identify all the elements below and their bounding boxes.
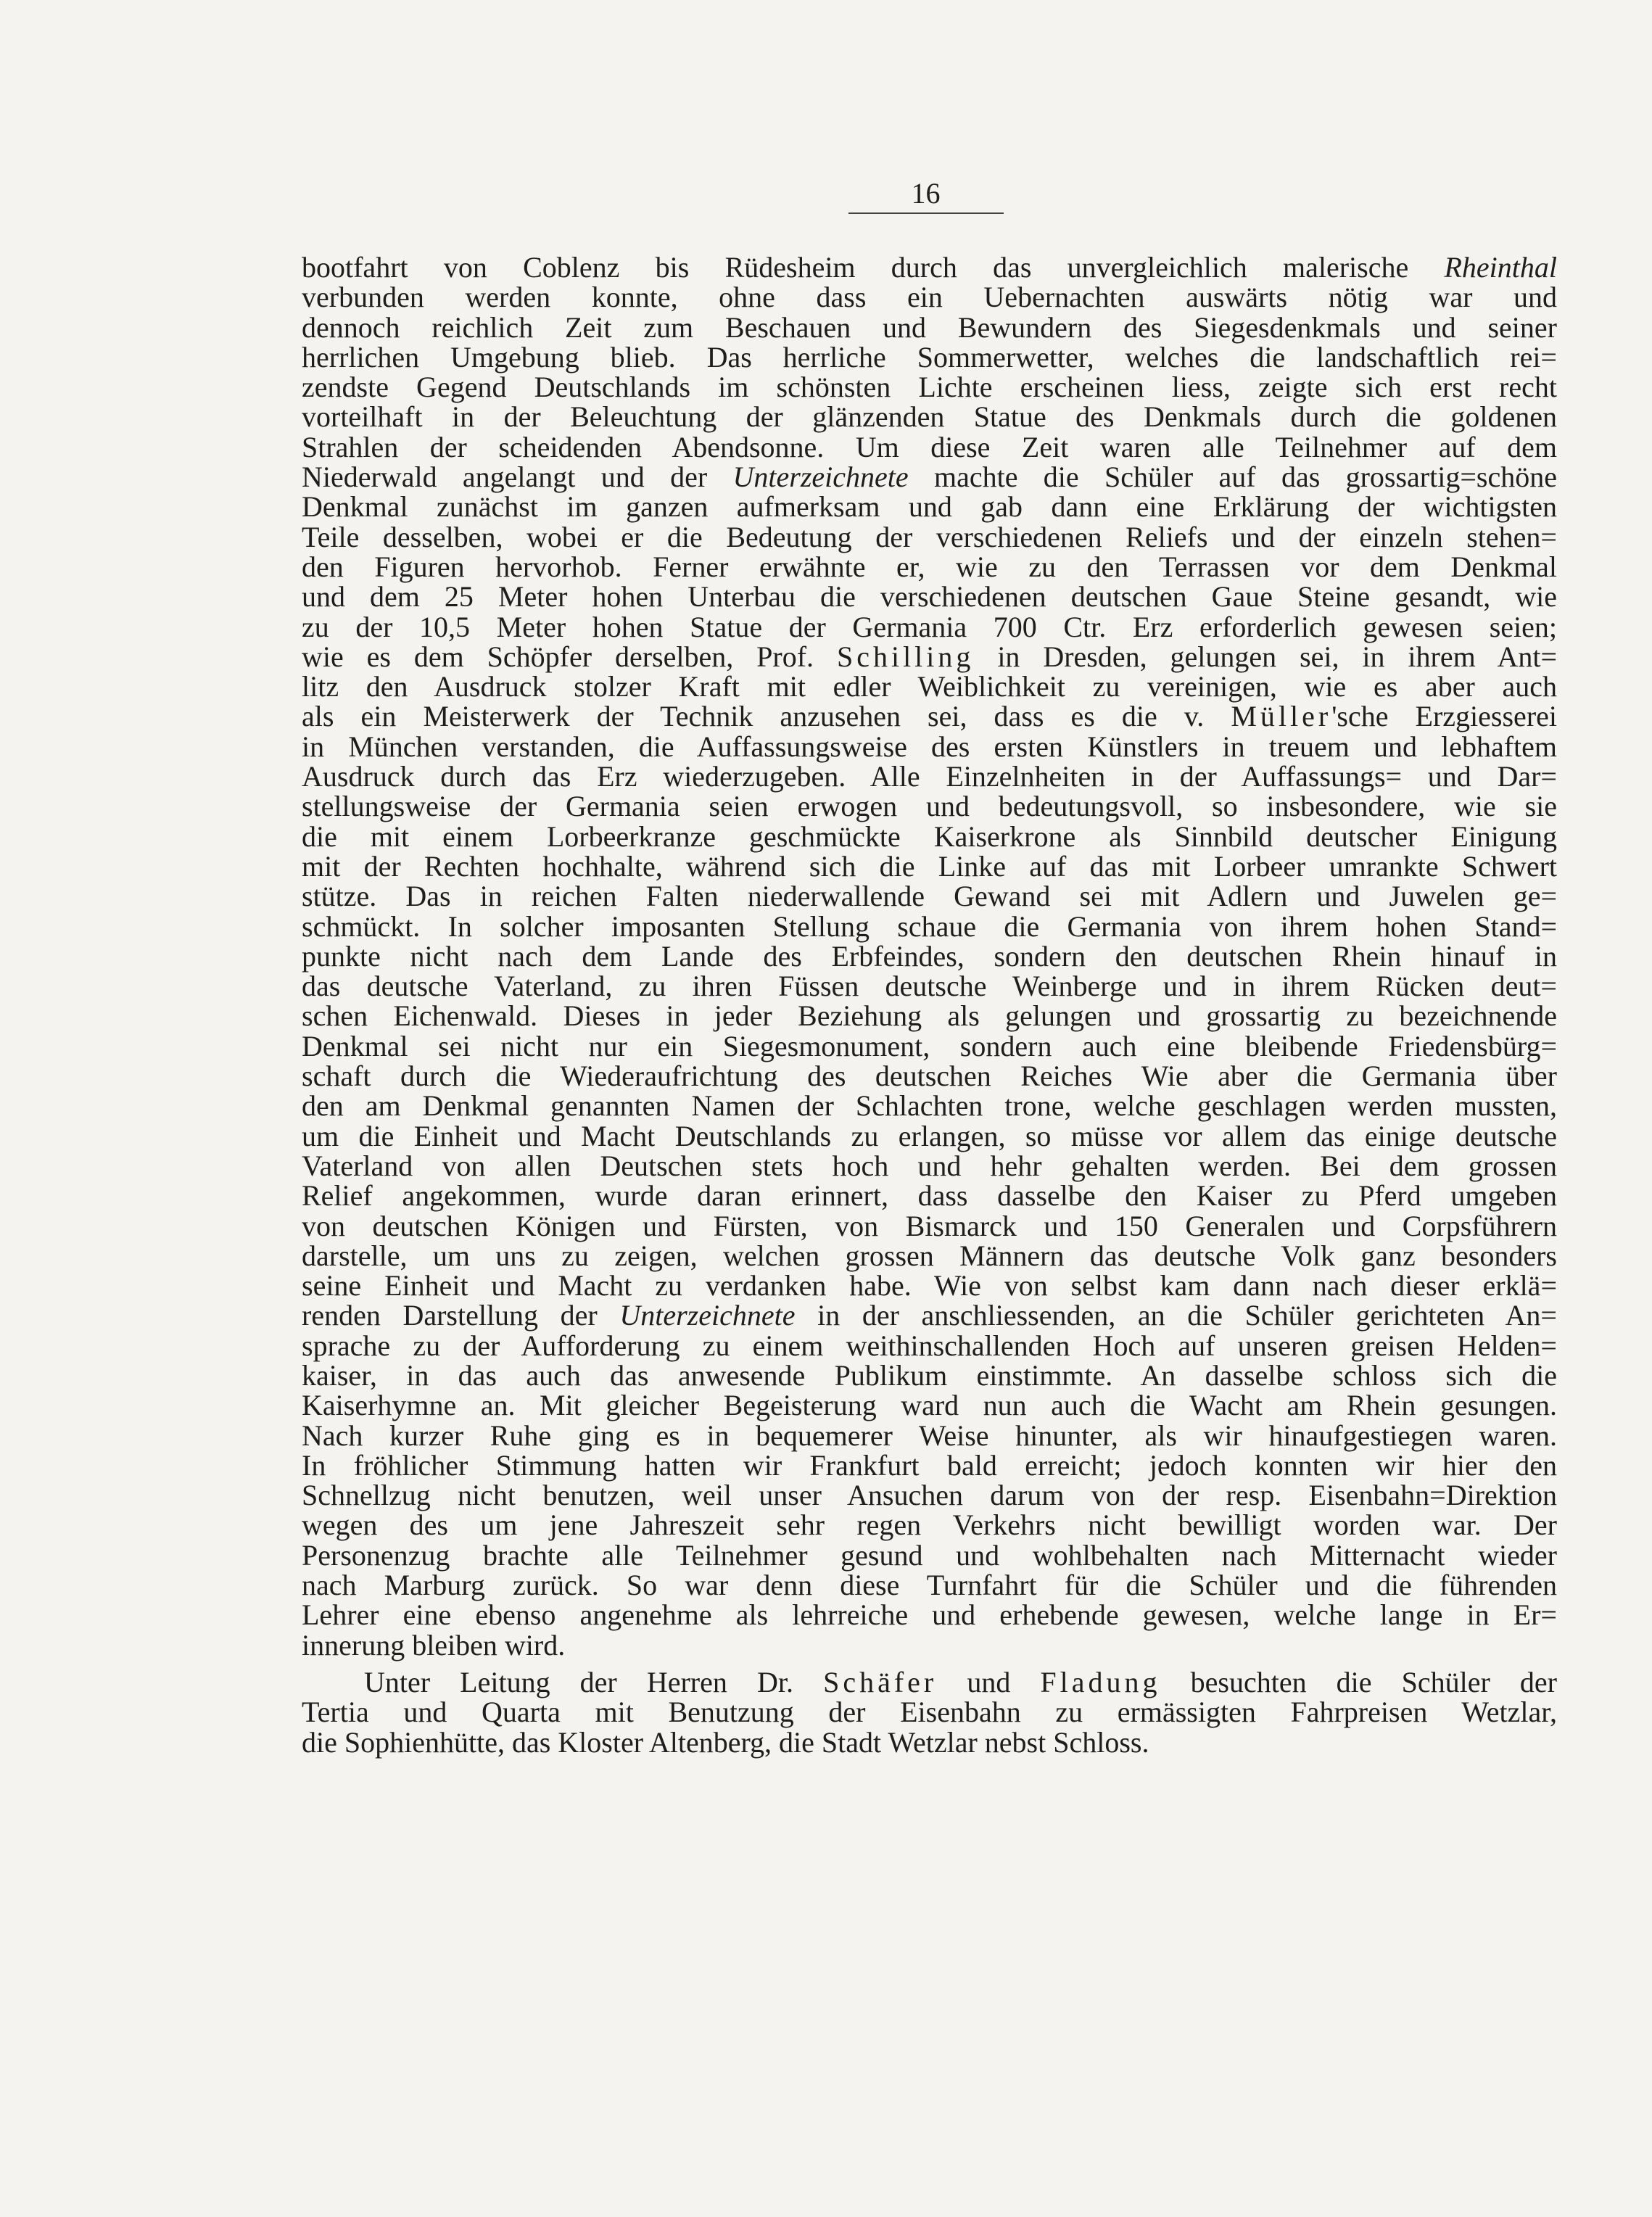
text-line: darstelle, um uns zu zeigen, welchen grossen Männern das deutsche Volk ganz besonders [302, 1239, 1557, 1272]
text-line: Relief angekommen, wurde daran erinnert, dass dasselbe den Kaiser zu Pferd umgeben [302, 1179, 1557, 1213]
text-line: Teile desselben, wobei er die Bedeutung der verschiedenen Reliefs und der einzeln stehen= [302, 520, 1557, 553]
text-line: Ausdruck durch das Erz wiederzugeben. Alle Einzelnheiten in der Auffassungs= und Dar= [302, 760, 1557, 793]
text-line: Denkmal zunächst im ganzen aufmerksam und gab dann eine Erklärung der wichtigsten [302, 490, 1557, 524]
text-line: Strahlen der scheidenden Abendsonne. Um diese Zeit waren alle Teilnehmer auf dem [302, 430, 1557, 463]
body-text [302, 252, 1557, 1757]
spaced-name: Schilling [836, 640, 975, 673]
text-line: herrlichen Umgebung blieb. Das herrliche Sommerwetter, welches die landschaftlich rei= [302, 340, 1557, 373]
text-line: sprache zu der Aufforderung zu einem weithinschallenden Hoch auf unseren greisen Helden= [302, 1329, 1557, 1362]
text-line: dennoch reichlich Zeit zum Beschauen und Bewundern des Siegesdenkmals und seiner [302, 310, 1557, 344]
italic-term: Rheinthal [1444, 251, 1557, 284]
text-line: den Figuren hervorhob. Ferner erwähnte er, wie zu den Terrassen vor dem Denkmal [302, 550, 1557, 583]
italic-term: Unterzeichnete [619, 1299, 796, 1332]
text-line: und dem 25 Meter hohen Unterbau die verschiedenen deutschen Gaue Steine gesandt, wie [302, 580, 1557, 614]
text-line: um die Einheit und Macht Deutschlands zu erlangen, so müsse vor allem das einige deutsche [302, 1119, 1557, 1152]
text-line: Lehrer eine ebenso angenehme als lehrreiche und erhebende gewesen, welche lange in Er= [302, 1598, 1557, 1632]
text-line: schaft durch die Wiederaufrichtung des deutschen Reiches Wie aber die Germania über [302, 1060, 1557, 1093]
text-line: stütze. Das in reichen Falten niederwallende Gewand sei mit Adlern und Juwelen ge= [302, 880, 1557, 913]
text-line: zu der 10,5 Meter hohen Statue der Germania 700 Ctr. Erz erforderlich gewesen seien; [302, 610, 1557, 643]
text-line: Tertia und Quarta mit Benutzung der Eisenbahn zu ermässigten Fahrpreisen Wetzlar, [302, 1696, 1557, 1729]
text-line: von deutschen Königen und Fürsten, von Bismarck und 150 Generalen und Corpsführern [302, 1209, 1557, 1242]
text-line: als ein Meisterwerk der Technik anzusehen sei, dass es die v. Müller'sche Erzgiesserei [302, 700, 1558, 733]
text-line: verbunden werden konnte, ohne dass ein Uebernachten auswärts nötig war und [302, 281, 1557, 314]
text-line: Unter Leitung der Herren Dr. Schäfer und Fladung besuchten die Schüler der [364, 1665, 1557, 1698]
text-line: Schnellzug nicht benutzen, weil unser Ansuchen darum von der resp. Eisenbahn=Direktion [302, 1479, 1557, 1512]
page-number: 16 [911, 177, 941, 210]
text-line: die Sophienhütte, das Kloster Altenberg, die Stadt Wetzlar nebst Schloss. [302, 1725, 1149, 1759]
spaced-name: Schäfer [823, 1665, 938, 1698]
text-line: punkte nicht nach dem Lande des Erbfeindes, sondern den deutschen Rhein hinauf in [302, 939, 1557, 973]
text-line: seine Einheit und Macht zu verdanken habe. Wie von selbst kam dann nach dieser erklä= [302, 1269, 1557, 1302]
text-line: Personenzug brachte alle Teilnehmer gesund und wohlbehalten nach Mitternacht wieder [302, 1538, 1557, 1572]
text-line: Nach kurzer Ruhe ging es in bequemerer Weise hinunter, als wir hinaufgestiegen waren. [302, 1419, 1557, 1452]
text-line: schen Eichenwald. Dieses in jeder Beziehung als gelungen und grossartig zu bezeichnende [302, 999, 1557, 1033]
text-line: stellungsweise der Germania seien erwogen und bedeutungsvoll, so insbesondere, wie sie [302, 790, 1557, 823]
text-line: wie es dem Schöpfer derselben, Prof. Schilling in Dresden, gelungen sei, in ihrem Ant= [302, 640, 1557, 673]
text-line: Vaterland von allen Deutschen stets hoch und hehr gehalten werden. Bei dem grossen [302, 1149, 1557, 1182]
text-line: schmückt. In solcher imposanten Stellung schaue die Germania von ihrem hohen Stand= [302, 909, 1557, 943]
text-line: den am Denkmal genannten Namen der Schlachten trone, welche geschlagen werden mussten, [302, 1089, 1557, 1123]
spaced-name: Fladung [1040, 1665, 1161, 1698]
text-line: zendste Gegend Deutschlands im schönsten Lichte erscheinen liess, zeigte sich erst recht [302, 371, 1557, 404]
italic-term: Unterzeichnete [732, 461, 909, 494]
text-line: kaiser, in das auch das anwesende Publikum einstimmte. An dasselbe schloss sich die [302, 1358, 1557, 1392]
header-rule [848, 212, 1004, 214]
text-line: das deutsche Vaterland, zu ihren Füssen deutsche Weinberge und in ihrem Rücken deut= [302, 970, 1557, 1003]
text-line: Kaiserhymne an. Mit gleicher Begeisterung ward nun auch die Wacht am Rhein gesungen. [302, 1389, 1557, 1422]
text-line: litz den Ausdruck stolzer Kraft mit edler Weiblichkeit zu vereinigen, wie es aber auch [302, 670, 1557, 703]
text-line: innerung bleiben wird. [302, 1628, 566, 1661]
text-line: in München verstanden, die Auffassungsweise des ersten Künstlers in treuem und lebhaftem [302, 730, 1557, 763]
text-line: bootfahrt von Coblenz bis Rüdesheim durch das unvergleichlich malerische Rheinthal [302, 251, 1557, 284]
text-line: renden Darstellung der Unterzeichnete in der anschliessenden, an die Schüler gerichteten An= [302, 1299, 1557, 1332]
text-line: In fröhlicher Stimmung hatten wir Frankfurt bald erreicht; jedoch konnten wir hier den [302, 1448, 1557, 1482]
text-line: die mit einem Lorbeerkranze geschmückte Kaiserkrone als Sinnbild deutscher Einigung [302, 819, 1557, 853]
spaced-name: Müller [1231, 700, 1332, 733]
text-line: Denkmal sei nicht nur ein Siegesmonument, sondern auch eine bleibende Friedensbürg= [302, 1029, 1557, 1062]
text-line: wegen des um jene Jahreszeit sehr regen Verkehrs nicht bewilligt worden war. Der [302, 1508, 1557, 1542]
text-line: Niederwald angelangt und der Unterzeichnete machte die Schüler auf das grossartig=schöne [302, 461, 1557, 494]
text-line: vorteilhaft in der Beleuchtung der glänzenden Statue des Denkmals durch die goldenen [302, 400, 1557, 434]
text-line: mit der Rechten hochhalte, während sich die Linke auf das mit Lorbeer umrankte Schwert [302, 849, 1557, 883]
text-line: nach Marburg zurück. So war denn diese Turnfahrt für die Schüler und die führenden [302, 1569, 1557, 1602]
